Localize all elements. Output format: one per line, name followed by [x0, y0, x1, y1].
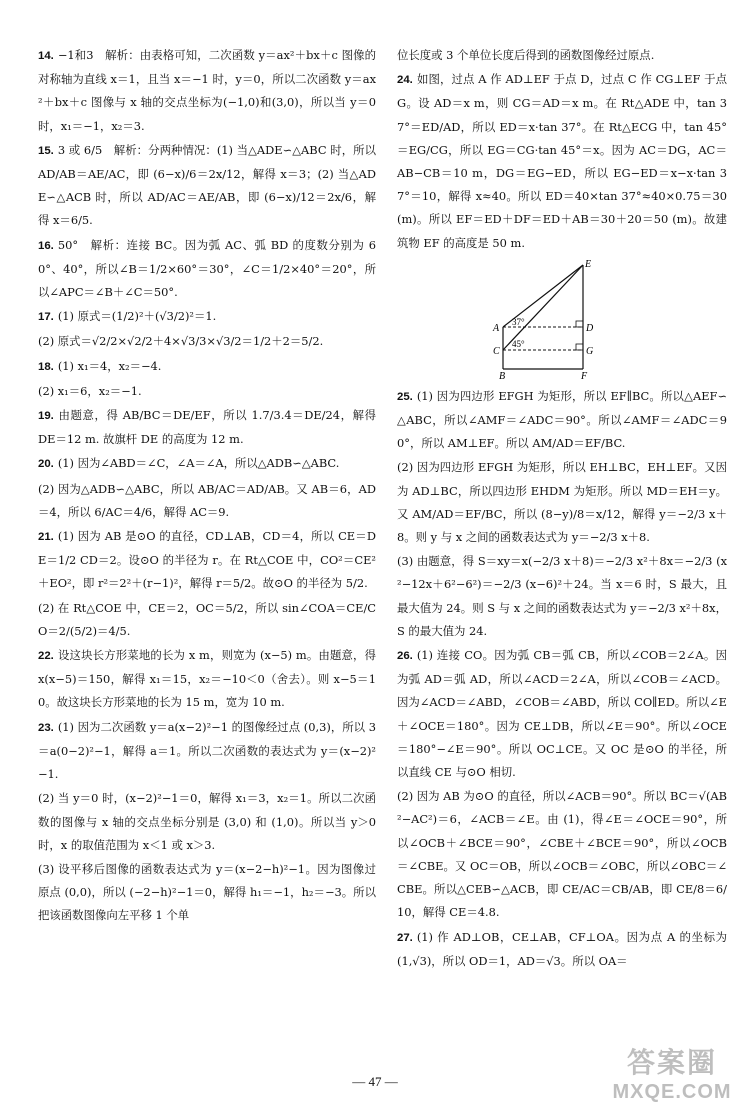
question-number: 18.	[38, 360, 54, 373]
answer-text: (2) 因为△ADB∽△ABC，所以 AB/AC＝AD/AB。又 AB＝6，AD＝4，所以 6/AC＝4/6，解得 AC＝9.	[38, 481, 376, 519]
answer-item	[38, 787, 376, 857]
angle-45: 45°	[512, 338, 525, 349]
answer-text: (1) 原式＝(1/2)²＋(√3/2)²＝1.	[57, 309, 217, 324]
answer-item	[397, 926, 727, 973]
watermark-title: 答案圈	[626, 1047, 717, 1078]
answer-item	[38, 380, 376, 403]
question-number: 26.	[397, 650, 413, 663]
answer-paragraph	[38, 380, 376, 403]
answer-paragraph	[38, 404, 376, 451]
answer-item	[38, 597, 376, 643]
label-b: B	[499, 370, 506, 379]
answer-paragraph	[397, 785, 727, 924]
answer-text: −1和3 解析：由表格可知，二次函数 y＝ax²＋bx＋c 图像的对称轴为直线 x＝1，且当 x＝−1 时，y＝0，所以二次函数 y＝ax²＋bx＋c 图像与 x 轴的交点坐标为(−1,0)和(3,0)，所以当 y＝0 时，x₁＝−1，x₂＝3.	[38, 48, 376, 133]
answer-text: (1) 因为二次函数 y＝a(x−2)²−1 的图像经过点 (0,3)，所以 3＝a(0−2)²−1，解得 a＝1。所以二次函数的表达式为 y＝(x−2)²−1.	[38, 719, 376, 782]
answer-text: (2) 因为四边形 EFGH 为矩形，所以 EH⊥BC，EH⊥EF。又因为 AD⊥BC，所以四边形 EHDM 为矩形。所以 MD＝EH＝y。又 AM/AD＝EF/BC，所以 (8−y)/8＝x/12，解得 y＝−2/3 x＋8。则 y 与 x 之间的函数表达式为 y＝−2/3 x＋8.	[397, 460, 727, 545]
right-column	[397, 44, 727, 974]
answer-paragraph	[38, 858, 376, 928]
answer-text: (2) 因为 AB 为⊙O 的直径，所以∠ACB＝90°。所以 BC＝√(AB²−AC²)＝6，∠ACB＝∠E。由 (1)，得∠E＝∠OCE＝90°，所以∠OCB＋∠BCE＝90°，∠CBE＋∠BCE＝90°，所以∠OCB＝∠CBE。又 OC＝OB，所以∠OCB＝∠OBC，所以∠OBC＝∠CBE。所以△CEB∽△ACB，即 CE/AC＝CB/AB，即 CE/8＝6/10，解得 CE＝4.8.	[397, 789, 727, 920]
answer-item	[38, 478, 376, 524]
answer-paragraph	[38, 355, 376, 379]
answer-paragraph	[397, 68, 727, 255]
answer-paragraph	[38, 597, 376, 643]
label-e: E	[585, 258, 592, 270]
answer-text: 设这块长方形菜地的长为 x m，则宽为 (x−5) m。由题意，得 x(x−5)＝150，解得 x₁＝15，x₂＝−10＜0（舍去）。则 x−5＝10。故这块长方形菜地的长为 15 m，宽为 10 m.	[38, 648, 376, 710]
answer-item	[38, 525, 376, 596]
answer-text: (1) 因为∠ABD＝∠C，∠A＝∠A，所以△ADB∽△ABC.	[57, 456, 340, 471]
question-number: 25.	[397, 390, 413, 403]
answer-paragraph	[38, 452, 376, 476]
question-number: 24.	[397, 74, 413, 87]
sightline-ce	[503, 265, 583, 350]
answer-paragraph	[397, 44, 727, 67]
answer-item	[38, 355, 376, 379]
answer-item	[38, 858, 376, 928]
building-diagram	[485, 259, 615, 379]
answer-text: (2) 当 y＝0 时，(x−2)²−1＝0，解得 x₁＝3，x₂＝1。所以二次函数的图像与 x 轴的交点坐标分别是 (3,0) 和 (1,0)。所以当 y＞0 时，x 的取值范围为 x＜1 或 x＞3.	[38, 791, 376, 852]
answer-text: (3) 设平移后图像的函数表达式为 y＝(x−2−h)²−1。因为图像过原点 (0,0)，所以 (−2−h)²−1＝0，解得 h₁＝−1，h₂＝−3。所以把该函数图像向左平移 1 个单	[38, 861, 376, 923]
label-g: G	[586, 345, 594, 357]
answer-text: (1) 因为四边形 EFGH 为矩形，所以 EF∥BC。所以△AEF∽△ABC，所以∠AMF＝∠ADC＝90°。所以∠AMF＝∠ADC＝90°，所以 AM⊥EF。所以 AM/AD＝EF/BC.	[397, 388, 727, 451]
answer-paragraph	[397, 926, 727, 973]
label-f: F	[581, 370, 588, 379]
answer-text: 由题意，得 AB/BC＝DE/EF，所以 1.7/3.4＝DE/24，解得 DE＝12 m. 故旗杆 DE 的高度为 12 m.	[38, 408, 376, 447]
left-column	[38, 44, 376, 929]
answer-text: (1) 作 AD⊥OB，CE⊥AB，CF⊥OA。因为点 A 的坐标为 (1,√3)，所以 OD＝1，AD＝√3。所以 OA＝	[397, 929, 727, 968]
right-angle-d	[576, 321, 583, 327]
answer-item	[397, 456, 727, 549]
answer-paragraph	[38, 234, 376, 305]
answer-item	[38, 330, 376, 353]
angle-37: 37°	[512, 316, 525, 327]
answer-text: (2) 在 Rt△COE 中，CE＝2，OC＝5/2，所以 sin∠COA＝CE/CO＝2/(5/2)＝4/5.	[38, 600, 376, 638]
answer-item	[38, 716, 376, 787]
question-number: 21.	[38, 531, 54, 544]
label-c: C	[493, 345, 500, 357]
answer-text: (1) x₁＝4，x₂＝−4.	[57, 358, 162, 373]
answer-item	[38, 644, 376, 715]
answer-paragraph	[38, 716, 376, 787]
question-number: 23.	[38, 721, 54, 734]
answer-paragraph	[38, 330, 376, 353]
question-number: 16.	[38, 239, 54, 252]
question-number: 17.	[38, 311, 54, 324]
watermark-logo	[612, 1041, 732, 1104]
answer-item	[397, 385, 727, 456]
answer-paragraph	[38, 644, 376, 715]
answer-item	[38, 305, 376, 329]
question-number: 19.	[38, 410, 54, 423]
answer-text: (3) 由题意，得 S＝xy＝x(−2/3 x＋8)＝−2/3 x²＋8x＝−2/3 (x²−12x＋6²−6²)＝−2/3 (x−6)²＋24。当 x＝6 时，S 最大，且最大值为 24。则 S 与 x 之间的函数表达式为 y＝−2/3 x²＋8x，S 的最大值为 24.	[397, 554, 727, 638]
answer-paragraph	[38, 478, 376, 524]
answer-item	[397, 68, 727, 255]
answer-text: 50° 解析：连接 BC。因为弧 AC、弧 BD 的度数分别为 60°、40°，所以∠B＝1/2×60°＝30°，∠C＝1/2×40°＝20°，所以∠APC＝∠B＋∠C＝50°.	[38, 237, 376, 300]
question-number: 22.	[38, 650, 54, 663]
answer-paragraph	[397, 385, 727, 456]
label-d: D	[586, 322, 594, 334]
answer-item	[38, 404, 376, 451]
page-number: — 47 —	[352, 1074, 398, 1089]
answer-paragraph	[397, 550, 727, 643]
watermark-url: MXQE.COM	[612, 1081, 732, 1103]
answer-paragraph	[397, 644, 727, 784]
figure-svg	[485, 259, 615, 379]
answer-text: (2) x₁＝6，x₂＝−1.	[38, 383, 142, 398]
question-number: 15.	[38, 144, 54, 157]
answer-item	[397, 644, 727, 784]
answer-item	[397, 785, 727, 924]
answer-text: 3 或 6/5 解析：分两种情况：(1) 当△ADE∽△ABC 时，所以 AD/AB＝AE/AC，即 (6−x)/6＝2x/12，解得 x＝3；(2) 当△ADE∽△ACB 时，所以 AD/AC＝AE/AB，即 (6−x)/12＝2x/6，解得 x＝6/5.	[38, 142, 376, 228]
question-number: 27.	[397, 931, 413, 944]
answer-text: 如图，过点 A 作 AD⊥EF 于点 D，过点 C 作 CG⊥EF 于点 G。设 AD＝x m，则 CG＝AD＝x m。在 Rt△ADE 中，tan 37°＝ED/AD，所以 ED＝x·tan 37°。在 Rt△ECG 中，tan 45°＝EG/CG，所以 EG＝CG·tan 45°＝x。因为 AC＝DG，AC＝AB−CB＝10 m，DG＝EG−ED，所以 EG−ED＝x−x·tan 37°＝10，解得 x≈40。所以 ED＝40×tan 37°≈40×0.75＝30 (m)。所以 EF＝ED＋DF＝ED＋AB＝30＋20＝50 (m)。故建筑物 EF 的高度是 50 m.	[397, 72, 727, 250]
question-number: 14.	[38, 50, 54, 62]
answer-paragraph	[38, 305, 376, 329]
answer-item	[38, 139, 376, 233]
answer-item	[38, 452, 376, 476]
answer-paragraph	[397, 456, 727, 549]
answer-paragraph	[38, 139, 376, 233]
answer-paragraph	[38, 44, 376, 138]
answer-text: 位长度或 3 个单位长度后得到的函数图像经过原点.	[397, 48, 655, 62]
answer-item	[397, 550, 727, 643]
answer-paragraph	[38, 787, 376, 857]
answer-item	[38, 44, 376, 138]
right-angle-g	[576, 344, 583, 350]
answer-item	[38, 234, 376, 305]
label-a: A	[493, 322, 500, 334]
answer-text: (2) 原式＝√2/2×√2/2＋4×√3/3×√3/2＝1/2＋2＝5/2.	[38, 334, 324, 349]
answer-text: (1) 连接 CO。因为弧 CB＝弧 CB，所以∠COB＝2∠A。因为弧 AD＝弧 AD，所以∠ACD＝2∠A，所以∠COB＝∠ACD。因为∠ACD＝∠ABD，∠COB＝∠ABD，所以 CO∥ED。所以∠E＋∠OCE＝180°。因为 CE⊥DB，所以∠E＝90°。所以∠OCE＝180°−∠E＝90°。所以 OC⊥CE。又 OC 是⊙O 的半径，所以直线 CE 与⊙O 相切.	[397, 648, 727, 780]
answer-text: (1) 因为 AB 是⊙O 的直径，CD⊥AB，CD＝4，所以 CE＝DE＝1/2 CD＝2。设⊙O 的半径为 r。在 Rt△COE 中，CO²＝CE²＋EO²，即 r²＝2²＋(r−1)²，解得 r＝5/2。故⊙O 的半径为 5/2.	[38, 529, 376, 591]
question-number: 20.	[38, 458, 54, 471]
answer-paragraph	[38, 525, 376, 596]
answer-item	[397, 44, 727, 67]
